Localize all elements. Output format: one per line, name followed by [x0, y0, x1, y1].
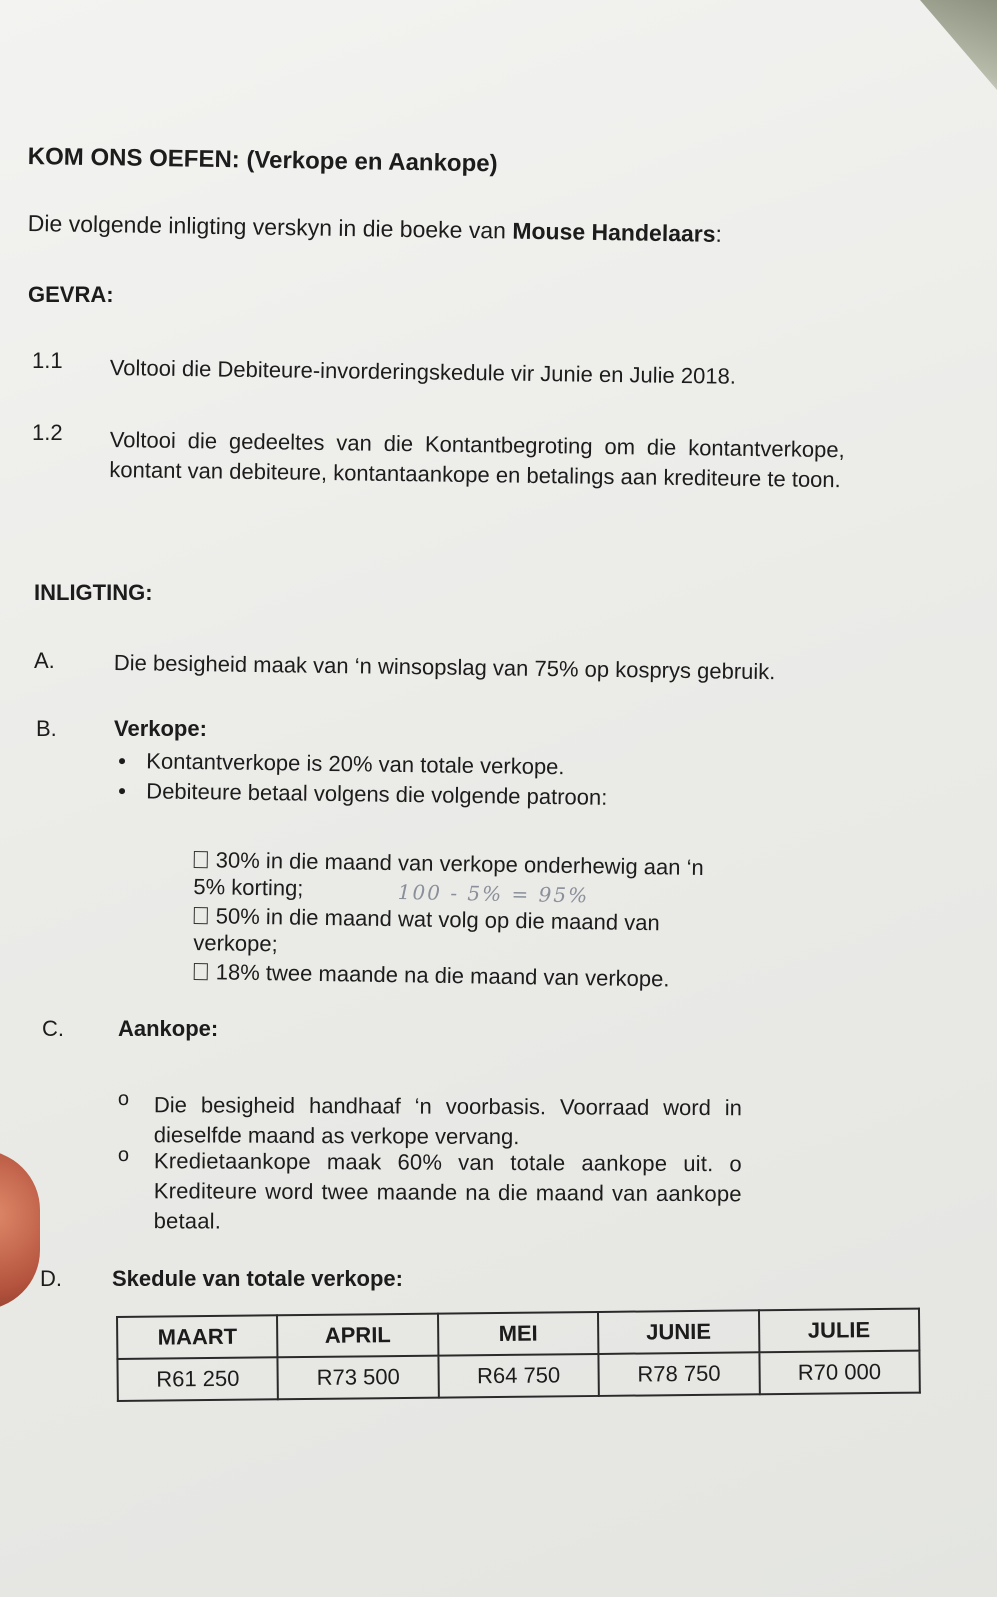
sales-schedule-table [116, 1308, 921, 1402]
section-d-letter: D. [40, 1266, 62, 1291]
question-1-1-number: 1.1 [32, 348, 63, 373]
circle-bullet-icon: o [117, 1144, 130, 1167]
question-1-2-text: Voltooi die gedeeltes van die Kontantbegroting om die kontantverkope, kontant van debiteure, kontantaankope en betalings aan krediteure te toon. [109, 426, 845, 493]
pattern-item-2 [193, 902, 694, 964]
section-d-heading: Skedule van totale verkope: [112, 1266, 403, 1291]
table-header-cell: JULIE [759, 1309, 920, 1353]
section-a-letter: A. [34, 648, 55, 673]
table-row [117, 1351, 919, 1401]
intro-prefix: Die volgende inligting verskyn in die boeke van [27, 210, 513, 244]
table-header-cell: MAART [117, 1315, 278, 1359]
table-cell: R61 250 [117, 1357, 278, 1401]
pattern-text: 30% in die maand van verkope onderhewig aan ‘n 5% korting; [193, 847, 704, 901]
table-header-cell: MEI [438, 1312, 599, 1356]
intro-suffix: : [715, 220, 723, 247]
question-1-2-number: 1.2 [32, 420, 63, 445]
section-c-item-text: Die besigheid handhaaf ‘n voorbasis. Voorraad word in dieselfde maand as verkope vervang. [153, 1092, 742, 1150]
inligting-heading: INLIGTING: [34, 580, 153, 605]
table-header-cell: APRIL [277, 1314, 438, 1358]
business-name: Mouse Handelaars [512, 217, 716, 247]
bullet-text: Debiteure betaal volgens die volgende patroon: [146, 778, 608, 810]
section-b-letter: B. [36, 716, 57, 741]
table-cell: R70 000 [759, 1351, 920, 1395]
table-cell: R64 750 [438, 1354, 599, 1398]
bullet-dot: ● [117, 751, 127, 769]
bullet-text: Kontantverkope is 20% van totale verkope. [146, 748, 565, 780]
checkbox-symbol-icon [194, 907, 208, 924]
bullet-dot: ● [117, 781, 127, 799]
handwritten-note: 100 - 5% = 95% [397, 880, 590, 908]
section-c-letter: C. [42, 1016, 64, 1041]
section-b-heading: Verkope: [114, 716, 207, 741]
section-c-item-text: Kredietaankope maak 60% van totale aankope uit. o Krediteure word twee maande na die maand van aankope betaal. [153, 1148, 742, 1234]
pattern-text: 18% twee maande na die maand van verkope. [215, 959, 670, 992]
pattern-text: 50% in die maand wat volg op die maand van verkope; [193, 903, 660, 957]
section-c-heading: Aankope: [118, 1016, 219, 1041]
table-cell: R73 500 [278, 1356, 439, 1400]
section-c-item-2 [118, 1146, 742, 1239]
page-title: KOM ONS OEFEN: (Verkope en Aankope) [27, 143, 498, 178]
checkbox-symbol-icon [194, 963, 208, 980]
section-c-item-1 [118, 1090, 742, 1153]
checkbox-symbol-icon [194, 851, 208, 868]
section-a-text: Die besigheid maak van ‘n winsopslag van 75% op kosprys gebruik. [113, 650, 776, 685]
gevra-heading: GEVRA: [28, 282, 114, 307]
question-1-1-text: Voltooi die Debiteure-invorderingskedule vir Junie en Julie 2018. [109, 355, 737, 389]
table-cell: R78 750 [599, 1352, 760, 1396]
circle-bullet-icon: o [117, 1088, 130, 1111]
table-header-cell: JUNIE [598, 1310, 759, 1354]
